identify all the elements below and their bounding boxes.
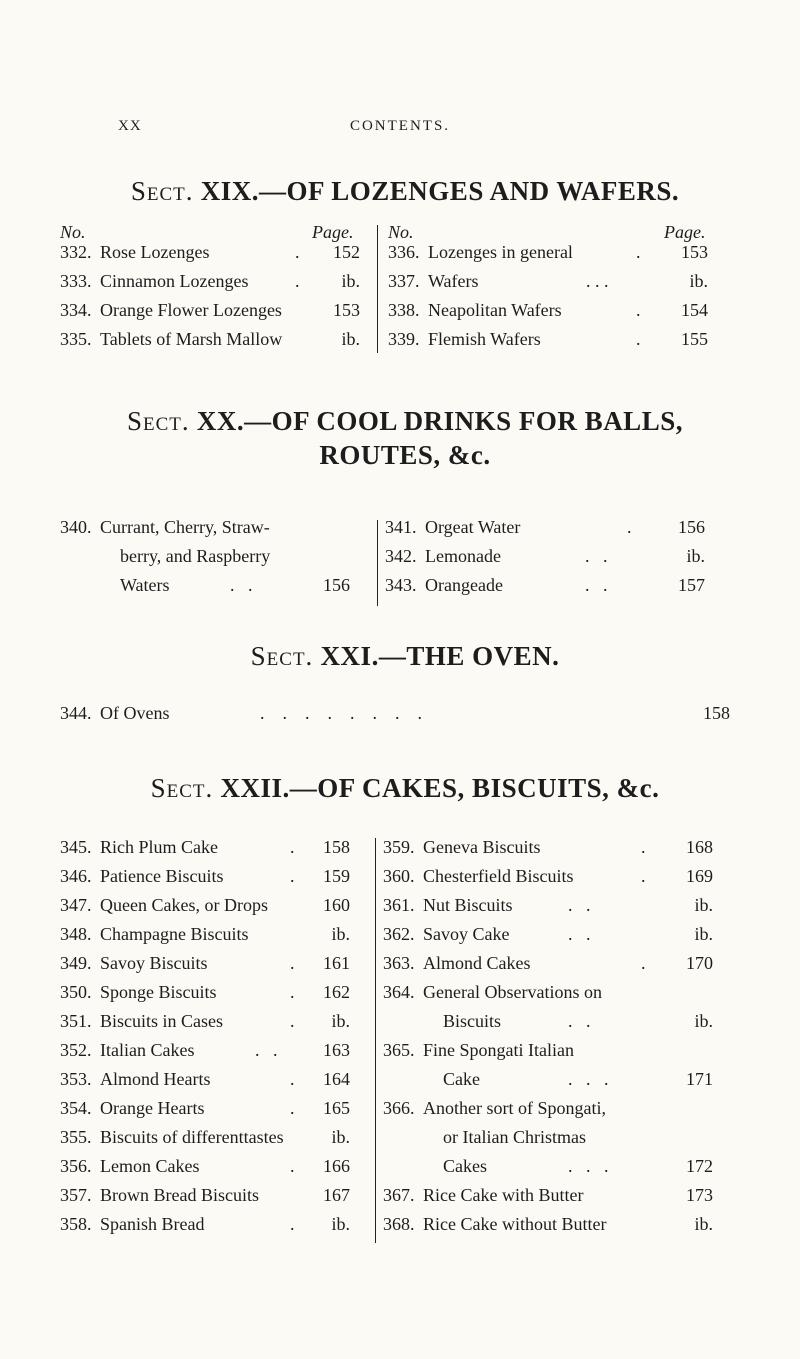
entry-leader: . . (230, 575, 253, 595)
entry-page: 161 (323, 953, 350, 973)
section-xix-left-column (60, 222, 380, 352)
entry-page: ib. (694, 1214, 713, 1234)
entry-page: 152 (333, 242, 360, 262)
toc-entry[interactable] (60, 1040, 370, 1066)
entry-leader: . (290, 1098, 295, 1118)
toc-entry-continuation (60, 575, 380, 601)
toc-entry[interactable] (60, 866, 370, 892)
entry-leader: . (290, 866, 295, 886)
entry-title: Nut Biscuits (423, 895, 513, 915)
sect-label: Sect. (150, 773, 214, 803)
toc-entry[interactable] (60, 1214, 370, 1240)
entry-page: 158 (703, 703, 730, 723)
entry-page: 159 (323, 866, 350, 886)
entry-leader: . (290, 1156, 295, 1176)
entry-leader: . (641, 953, 646, 973)
entry-title: Brown Bread Biscuits (100, 1185, 259, 1205)
toc-entry[interactable] (60, 300, 380, 326)
sect-label: Sect. (250, 641, 314, 671)
entry-title: Queen Cakes, or Drops (100, 895, 268, 915)
entry-title: Sponge Biscuits (100, 982, 217, 1002)
running-title: CONTENTS. (349, 118, 451, 134)
toc-entry[interactable] (383, 1040, 738, 1066)
entry-leader: . . (568, 895, 591, 915)
entry-title: Rich Plum Cake (100, 837, 218, 857)
entry-title: Rice Cake without Butter (423, 1214, 607, 1234)
toc-entry[interactable] (60, 703, 740, 729)
entry-page: 170 (686, 953, 713, 973)
entry-number: 340. (60, 517, 92, 537)
entry-number: 349. (60, 953, 92, 973)
entry-title: Biscuits of differenttastes (100, 1127, 284, 1147)
entry-number: 338. (388, 300, 420, 320)
entry-number: 333. (60, 271, 92, 291)
toc-entry[interactable] (60, 1127, 370, 1153)
toc-entry[interactable] (60, 329, 380, 355)
toc-entry[interactable] (385, 517, 735, 543)
entry-number: 362. (383, 924, 415, 944)
entry-number: 348. (60, 924, 92, 944)
entry-number: 360. (383, 866, 415, 886)
entry-title: Lemonade (425, 546, 501, 566)
entry-page: 155 (681, 329, 708, 349)
entry-title: Almond Cakes (423, 953, 531, 973)
entry-page: 168 (686, 837, 713, 857)
toc-entry[interactable] (385, 546, 735, 572)
entry-leader: . . (585, 546, 608, 566)
entry-number: 358. (60, 1214, 92, 1234)
entry-title: Cake (443, 1069, 480, 1089)
entry-page: ib. (341, 329, 360, 349)
entry-title: Orangeade (425, 575, 503, 595)
sect-title-text: XX.—OF COOL DRINKS FOR BALLS, (196, 406, 683, 436)
column-header-page: Page. (312, 222, 354, 242)
toc-entry[interactable] (60, 271, 380, 297)
toc-entry[interactable] (385, 575, 735, 601)
section-xix-right-column (388, 222, 738, 352)
toc-entry-continuation (383, 1069, 738, 1095)
section-xx-left-column (60, 517, 380, 617)
entry-title: Orgeat Water (425, 517, 521, 537)
entry-leader: . (636, 300, 641, 320)
toc-entry[interactable] (383, 1098, 738, 1124)
entry-leader: . (290, 1214, 295, 1234)
entry-number: 345. (60, 837, 92, 857)
entry-leader: . (290, 1011, 295, 1031)
entry-title: Fine Spongati Italian (423, 1040, 574, 1060)
entry-title: Waters (120, 575, 170, 595)
toc-entry[interactable] (60, 1011, 370, 1037)
toc-entry[interactable] (60, 953, 370, 979)
entry-title: Chesterfield Biscuits (423, 866, 574, 886)
toc-entry[interactable] (383, 837, 738, 863)
section-xx-right-column (385, 517, 735, 617)
entry-number: 359. (383, 837, 415, 857)
entry-title: Rose Lozenges (100, 242, 210, 262)
entry-leader: . . . (586, 271, 609, 291)
entry-page: ib. (331, 1011, 350, 1031)
entry-page: 157 (678, 575, 705, 595)
section-xxi-entries (60, 703, 740, 733)
entry-number: 355. (60, 1127, 92, 1147)
section-title-xix (60, 175, 750, 209)
column-divider (375, 838, 376, 1243)
entry-page: ib. (694, 1011, 713, 1031)
entry-title: or Italian Christmas (443, 1127, 586, 1147)
column-header-no: No. (388, 222, 414, 242)
entry-title: Geneva Biscuits (423, 837, 541, 857)
sect-label: Sect. (127, 406, 190, 436)
section-xxii-left-column (60, 837, 380, 1242)
sect-title-text: XXII.—OF CAKES, BISCUITS, &c. (220, 773, 660, 803)
entry-page: 173 (686, 1185, 713, 1205)
toc-entry[interactable] (383, 1214, 738, 1240)
entry-number: 350. (60, 982, 92, 1002)
entry-number: 347. (60, 895, 92, 915)
entry-page: ib. (331, 1214, 350, 1234)
entry-page: ib. (694, 924, 713, 944)
sect-title-text: XXI.—THE OVEN. (320, 641, 560, 671)
entry-number: 367. (383, 1185, 415, 1205)
entry-title: General Observations on (423, 982, 602, 1002)
entry-title: Rice Cake with Butter (423, 1185, 584, 1205)
entry-title: Of Ovens (100, 703, 170, 723)
entry-page: 164 (323, 1069, 350, 1089)
toc-entry[interactable] (383, 924, 738, 950)
entry-number: 339. (388, 329, 420, 349)
entry-number: 368. (383, 1214, 415, 1234)
toc-entry[interactable] (60, 924, 370, 950)
entry-title: Spanish Bread (100, 1214, 205, 1234)
entry-number: 335. (60, 329, 92, 349)
column-header-page: Page. (664, 222, 706, 242)
entry-number: 337. (388, 271, 420, 291)
section-xxii-right-column (383, 837, 743, 1242)
entry-title: berry, and Raspberry (120, 546, 271, 566)
entry-title: Neapolitan Wafers (428, 300, 562, 320)
toc-entry[interactable] (60, 517, 380, 543)
entry-title: Savoy Biscuits (100, 953, 208, 973)
toc-entry[interactable] (383, 895, 738, 921)
toc-entry-continuation (383, 1156, 738, 1182)
entry-page: 156 (678, 517, 705, 537)
entry-title: Flemish Wafers (428, 329, 541, 349)
toc-entry-continuation (60, 546, 380, 572)
entry-leader: . (636, 242, 641, 262)
entry-leader: . (290, 1069, 295, 1089)
entry-leader: . . (568, 1011, 591, 1031)
entry-leader: . (295, 242, 300, 262)
entry-page: 167 (323, 1185, 350, 1205)
column-divider (377, 225, 378, 353)
entry-title: Lozenges in general (428, 242, 573, 262)
entry-leader: . (641, 837, 646, 857)
toc-entry[interactable] (60, 1069, 370, 1095)
entry-title: Lemon Cakes (100, 1156, 200, 1176)
entry-number: 336. (388, 242, 420, 262)
entry-number: 341. (385, 517, 417, 537)
toc-entry[interactable] (383, 1185, 738, 1211)
entry-title: Champagne Biscuits (100, 924, 249, 944)
entry-number: 365. (383, 1040, 415, 1060)
entry-title: Italian Cakes (100, 1040, 195, 1060)
entry-leader: . (641, 866, 646, 886)
entry-page: 166 (323, 1156, 350, 1176)
toc-entry-continuation (383, 1127, 738, 1153)
toc-entry[interactable] (60, 1098, 370, 1124)
entry-number: 354. (60, 1098, 92, 1118)
entry-number: 366. (383, 1098, 415, 1118)
entry-number: 334. (60, 300, 92, 320)
column-divider (377, 520, 378, 606)
toc-entry[interactable] (383, 866, 738, 892)
toc-entry[interactable] (383, 982, 738, 1008)
entry-page: ib. (341, 271, 360, 291)
entry-leader: . . . (568, 1156, 609, 1176)
toc-entry[interactable] (60, 895, 370, 921)
toc-entry[interactable] (60, 837, 370, 863)
section-title-xxii (60, 772, 750, 806)
entry-title: Wafers (428, 271, 479, 291)
entry-title: Tablets of Marsh Mallow (100, 329, 283, 349)
toc-entry[interactable] (60, 1185, 370, 1211)
entry-page: 153 (681, 242, 708, 262)
entry-number: 351. (60, 1011, 92, 1031)
page-number: XX (118, 118, 142, 134)
entry-page: 154 (681, 300, 708, 320)
entry-number: 357. (60, 1185, 92, 1205)
sect-title-line2: ROUTES, &c. (319, 439, 491, 470)
toc-entry-continuation (383, 1011, 738, 1037)
toc-entry[interactable] (388, 329, 738, 355)
entry-leader: . (290, 953, 295, 973)
toc-entry[interactable] (383, 953, 738, 979)
entry-page: ib. (694, 895, 713, 915)
entry-title: Another sort of Spongati, (423, 1098, 606, 1118)
entry-leader: . (290, 837, 295, 857)
toc-entry[interactable] (388, 271, 738, 297)
entry-number: 352. (60, 1040, 92, 1060)
entry-page: 169 (686, 866, 713, 886)
entry-leader: . (290, 982, 295, 1002)
entry-number: 363. (383, 953, 415, 973)
entry-page: 162 (323, 982, 350, 1002)
entry-page: 160 (323, 895, 350, 915)
entry-title: Savoy Cake (423, 924, 510, 944)
entry-number: 356. (60, 1156, 92, 1176)
entry-page: ib. (331, 924, 350, 944)
entry-leader: . (295, 271, 300, 291)
entry-page: 171 (686, 1069, 713, 1089)
entry-page: ib. (689, 271, 708, 291)
entry-page: 172 (686, 1156, 713, 1176)
entry-leader: . (636, 329, 641, 349)
entry-number: 343. (385, 575, 417, 595)
column-header-no: No. (60, 222, 86, 242)
sect-label: Sect. (130, 176, 194, 206)
toc-entry[interactable] (60, 1156, 370, 1182)
toc-entry[interactable] (388, 242, 738, 268)
entry-page: 165 (323, 1098, 350, 1118)
section-title-xxi (60, 640, 750, 674)
entry-number: 346. (60, 866, 92, 886)
entry-page: 156 (323, 575, 350, 595)
entry-title: Patience Biscuits (100, 866, 224, 886)
entry-page: ib. (686, 546, 705, 566)
entry-number: 342. (385, 546, 417, 566)
entry-number: 353. (60, 1069, 92, 1089)
entry-number: 364. (383, 982, 415, 1002)
toc-entry[interactable] (60, 242, 380, 268)
entry-number: 344. (60, 703, 92, 723)
entry-leader: . . (255, 1040, 278, 1060)
entry-title: Orange Hearts (100, 1098, 205, 1118)
entry-page: 163 (323, 1040, 350, 1060)
entry-title: Biscuits (443, 1011, 502, 1031)
entry-leader: . . (568, 924, 591, 944)
sect-title-text: XIX.—OF LOZENGES AND WAFERS. (200, 176, 680, 206)
entry-page: 158 (323, 837, 350, 857)
section-title-xx (60, 405, 750, 473)
entry-leader: . . . . . . . . (260, 703, 422, 723)
entry-title: Almond Hearts (100, 1069, 211, 1089)
entry-title: Orange Flower Lozenges (100, 300, 282, 320)
entry-leader: . . (585, 575, 608, 595)
entry-leader: . (627, 517, 632, 537)
entry-number: 332. (60, 242, 92, 262)
toc-entry[interactable] (60, 982, 370, 1008)
entry-page: ib. (331, 1127, 350, 1147)
entry-title: Cakes (443, 1156, 487, 1176)
entry-number: 361. (383, 895, 415, 915)
entry-title: Cinnamon Lozenges (100, 271, 249, 291)
running-head (0, 118, 800, 142)
entry-page: 153 (333, 300, 360, 320)
toc-entry[interactable] (388, 300, 738, 326)
entry-title: Currant, Cherry, Straw- (100, 517, 270, 537)
entry-leader: . . . (568, 1069, 609, 1089)
entry-title: Biscuits in Cases (100, 1011, 224, 1031)
